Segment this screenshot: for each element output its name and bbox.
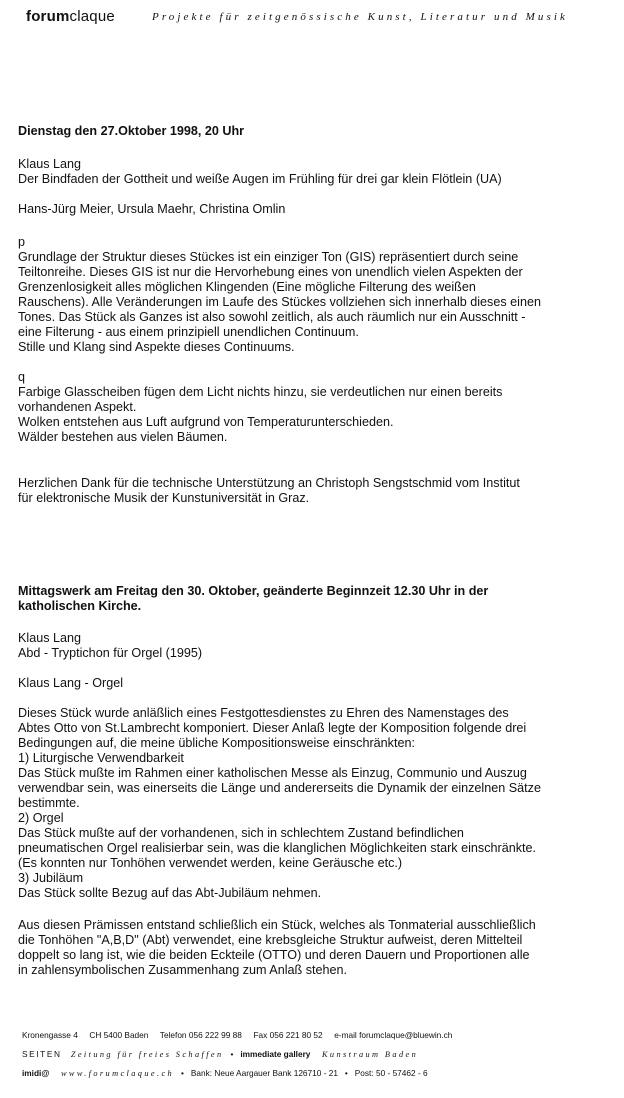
event2-work-title: Abd - Tryptichon für Orgel (1995) bbox=[18, 646, 203, 660]
footer-bank: Bank: Neue Aargauer Bank 126710 - 21 bbox=[190, 1068, 338, 1078]
thanks-line: Herzlichen Dank für die technische Unterstützung an Christoph Sengstschmid vom Institut bbox=[18, 476, 520, 490]
section-p-line: Tones. Das Stück als Ganzes ist also sowohl zeitlich, als auch räumlich nur ein Ausschnitt - bbox=[18, 310, 526, 324]
conclusion-line: in zahlensymbolischen Zusammenhang zum Anlaß stehen. bbox=[18, 963, 348, 977]
event2-description bbox=[18, 706, 608, 901]
event2-performer-line: Klaus Lang - Orgel bbox=[18, 676, 124, 690]
footer-post: Post: 50 - 57462 - 6 bbox=[354, 1068, 428, 1078]
event1-composer: Klaus Lang bbox=[18, 157, 82, 171]
section-q-line: Wälder bestehen aus vielen Bäumen. bbox=[18, 430, 228, 444]
event1-performers bbox=[18, 202, 608, 217]
section-p-line: Grenzenlosigkeit alles möglichen Klingenden (Eine mögliche Filterung des weißen bbox=[18, 280, 476, 294]
conclusion-line: die Tonhöhen "A,B,D" (Abt) verwendet, eine krebsgleiche Struktur aufweist, deren Mittelteil bbox=[18, 933, 523, 947]
footer-separator-icon: • bbox=[230, 1049, 234, 1059]
description-line: Dieses Stück wurde anläßlich eines Festgottesdienstes zu Ehren des Namenstages des bbox=[18, 706, 509, 720]
event1-performers-line: Hans-Jürg Meier, Ursula Maehr, Christina Omlin bbox=[18, 202, 286, 216]
event1-section-p bbox=[18, 235, 608, 355]
description-line: pneumatischen Orgel realisierbar sein, was die klanglichen Möglichkeiten stark einschränkte. bbox=[18, 841, 537, 855]
footer-city: CH 5400 Baden bbox=[89, 1030, 149, 1040]
section-p-line: eine Filterung - aus einem prinzipiell unendlichen Continuum. bbox=[18, 325, 359, 339]
description-line: 3) Jubiläum bbox=[18, 871, 84, 885]
description-line: (Es konnten nur Tonhöhen verwendet werden, keine Geräusche etc.) bbox=[18, 856, 403, 870]
footer-web[interactable]: www.forumclaque.ch bbox=[60, 1069, 175, 1078]
event2-work bbox=[18, 631, 608, 661]
footer-line-3 bbox=[22, 1068, 597, 1078]
logo-rest: claque bbox=[69, 8, 115, 25]
event1-work bbox=[18, 157, 608, 187]
section-q-line: Farbige Glasscheiben fügen dem Licht nichts hinzu, sie verdeutlichen nur einen bereits bbox=[18, 385, 503, 399]
logo bbox=[26, 8, 115, 25]
footer-line-2 bbox=[22, 1049, 597, 1059]
event2-performer bbox=[18, 676, 608, 691]
description-line: Bedingungen auf, die meine übliche Kompositionsweise einschränkten: bbox=[18, 736, 415, 750]
event2-heading bbox=[18, 584, 608, 614]
section-p-line: Teiltonreihe. Dieses GIS ist nur die Hervorhebung eines von unendlich vielen Aspekten der bbox=[18, 265, 523, 279]
footer-kunstraum: Kunstraum Baden bbox=[321, 1050, 419, 1059]
section-p-line: Stille und Klang sind Aspekte dieses Continuums. bbox=[18, 340, 295, 354]
description-line: verwendbar sein, was einerseits die Länge und andererseits die Dynamik der einzelnen Sätze bbox=[18, 781, 541, 795]
event2-heading-line: Mittagswerk am Freitag den 30. Oktober, geänderte Beginnzeit 12.30 Uhr in der bbox=[18, 584, 489, 598]
description-line: Das Stück mußte auf der vorhandenen, sich in schlechtem Zustand befindlichen bbox=[18, 826, 464, 840]
event2-conclusion bbox=[18, 918, 608, 978]
footer-separator-icon: • bbox=[181, 1068, 184, 1078]
footer-seiten: SEITEN bbox=[22, 1049, 62, 1059]
footer-imidi: imidi@ bbox=[22, 1068, 50, 1078]
description-line: 1) Liturgische Verwendbarkeit bbox=[18, 751, 184, 765]
page-header bbox=[26, 8, 606, 28]
section-p-letter: p bbox=[18, 235, 26, 249]
footer-email[interactable]: e-mail forumclaque@bluewin.ch bbox=[334, 1030, 453, 1040]
event1-thanks bbox=[18, 476, 608, 506]
section-p-line: Rauschens). Alle Veränderungen im Laufe des Stückes vollziehen sich innerhalb dieses einen bbox=[18, 295, 541, 309]
description-line: bestimmte. bbox=[18, 796, 80, 810]
section-p-line: Grundlage der Struktur dieses Stückes ist ein einziger Ton (GIS) repräsentiert durch seine bbox=[18, 250, 519, 264]
description-line: Das Stück mußte im Rahmen einer katholischen Messe als Einzug, Communio und Auszug bbox=[18, 766, 527, 780]
description-line: Das Stück sollte Bezug auf das Abt-Jubiläum nehmen. bbox=[18, 886, 322, 900]
section-q-line: Wolken entstehen aus Luft aufgrund von Temperaturunterschieden. bbox=[18, 415, 394, 429]
event2-composer: Klaus Lang bbox=[18, 631, 82, 645]
event2-heading-line: katholischen Kirche. bbox=[18, 599, 142, 613]
conclusion-line: Aus diesen Prämissen entstand schließlich ein Stück, welches als Tonmaterial ausschließlich bbox=[18, 918, 536, 932]
event1-section-q bbox=[18, 370, 608, 445]
footer-phone: Telefon 056 222 99 88 bbox=[159, 1030, 242, 1040]
footer-gallery: immediate gallery bbox=[240, 1049, 311, 1059]
conclusion-line: doppelt so lang ist, wie die beiden Eckteile (OTTO) und deren Dauern und Proportionen alle bbox=[18, 948, 530, 962]
footer-zeitung: Zeitung für freies Schaffen bbox=[70, 1050, 224, 1059]
thanks-line: für elektronische Musik der Kunstuniversität in Graz. bbox=[18, 491, 310, 505]
logo-bold: forum bbox=[26, 8, 70, 25]
tagline: Projekte für zeitgenössische Kunst, Literatur und Musik bbox=[152, 11, 569, 23]
section-q-letter: q bbox=[18, 370, 26, 384]
event1-work-title: Der Bindfaden der Gottheit und weiße Augen im Frühling für drei gar klein Flötlein (UA) bbox=[18, 172, 502, 186]
description-line: Abtes Otto von St.Lambrecht komponiert. Dieser Anlaß legte der Komposition folgende drei bbox=[18, 721, 527, 735]
footer-line-1 bbox=[22, 1030, 597, 1040]
footer-fax: Fax 056 221 80 52 bbox=[253, 1030, 323, 1040]
footer-separator-icon: • bbox=[344, 1068, 348, 1078]
event1-date bbox=[18, 124, 608, 139]
description-line: 2) Orgel bbox=[18, 811, 64, 825]
footer-address: Kronengasse 4 bbox=[22, 1030, 78, 1040]
event1-date-line: Dienstag den 27.Oktober 1998, 20 Uhr bbox=[18, 124, 245, 138]
section-q-line: vorhandenen Aspekt. bbox=[18, 400, 137, 414]
